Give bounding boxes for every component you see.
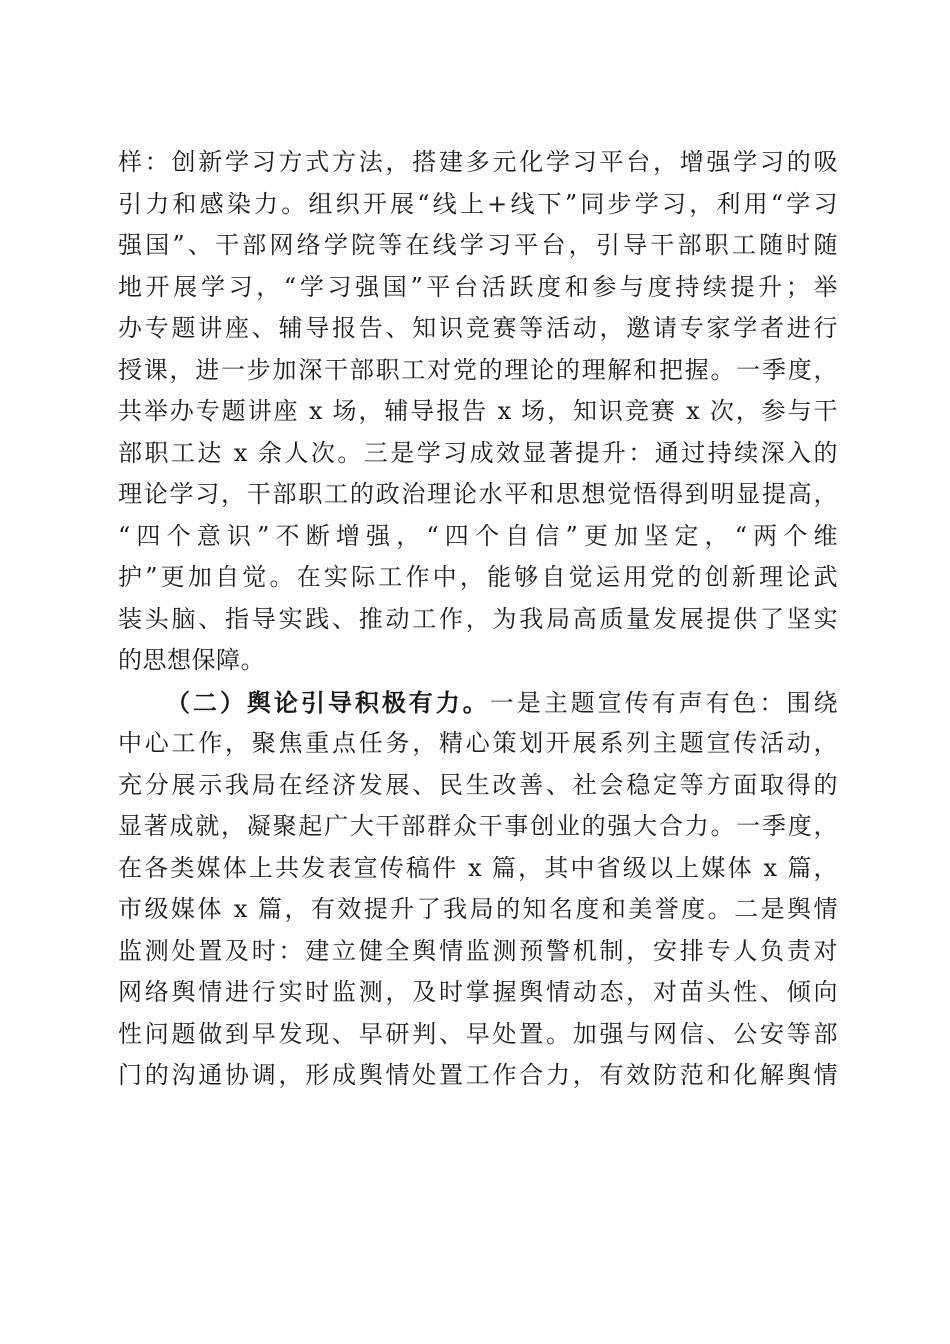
paragraph-line: 网络舆情进行实时监测，及时掌握舆情动态，对苗头性、倾向: [118, 978, 838, 1006]
paragraph-line: 充分展示我局在经济发展、民生改善、社会稳定等方面取得的: [118, 770, 838, 799]
paragraph-line: 监测处置及时：建立健全舆情监测预警机制，安排专人负责对: [118, 936, 838, 965]
paragraph-line: 在各类媒体上共发表宣传稿件 x 篇，其中省级以上媒体 x 篇，: [118, 853, 838, 882]
paragraph-line: 显著成就，凝聚起广大干部群众干事创业的强大合力。一季度，: [118, 812, 838, 840]
paragraph-line: 共举办专题讲座 x 场，辅导报告 x 场，知识竞赛 x 次，参与干: [118, 397, 838, 425]
paragraph-line: 地开展学习，“学习强国”平台活跃度和参与度持续提升；举: [118, 272, 838, 301]
paragraph-line: 性问题做到早发现、早研判、早处置。加强与网信、公安等部: [118, 1019, 838, 1048]
paragraph-line: 的思想保障。: [118, 646, 265, 674]
section-heading-line: [118, 682, 838, 724]
paragraph-line: 门的沟通协调，形成舆情处置工作合力，有效防范和化解舆情: [118, 1061, 838, 1089]
paragraph-line: 护”更加自觉。在实际工作中，能够自觉运用党的创新理论武: [118, 563, 838, 591]
paragraph-line: 装头脑、指导实践、推动工作，为我局高质量发展提供了坚实: [118, 604, 838, 633]
section-heading-rest: 一是主题宣传有声有色：围绕: [489, 688, 838, 717]
paragraph-line: 办专题讲座、辅导报告、知识竞赛等活动，邀请专家学者进行: [118, 314, 838, 342]
paragraph-line: 授课，进一步加深干部职工对党的理论的理解和把握。一季度，: [118, 355, 838, 384]
paragraph-line: 样：创新学习方式方法，搭建多元化学习平台，增强学习的吸: [118, 148, 838, 176]
paragraph-line: “四个意识”不断增强，“四个自信”更加坚定，“两个维: [118, 521, 838, 550]
section-heading: （二）舆论引导积极有力。: [166, 687, 490, 717]
paragraph-line: 市级媒体 x 篇，有效提升了我局的知名度和美誉度。二是舆情: [118, 895, 838, 923]
paragraph-line: 引力和感染力。组织开展“线上+线下”同步学习，利用“学习: [118, 189, 838, 218]
body-text: [118, 142, 838, 1097]
paragraph-line: 中心工作，聚焦重点任务，精心策划开展系列主题宣传活动，: [118, 729, 838, 757]
paragraph-line: 部职工达 x 余人次。三是学习成效显著提升：通过持续深入的: [118, 438, 838, 467]
paragraph-line: 理论学习，干部职工的政治理论水平和思想觉悟得到明显提高，: [118, 480, 838, 508]
paragraph-line: 强国”、干部网络学院等在线学习平台，引导干部职工随时随: [118, 231, 838, 259]
